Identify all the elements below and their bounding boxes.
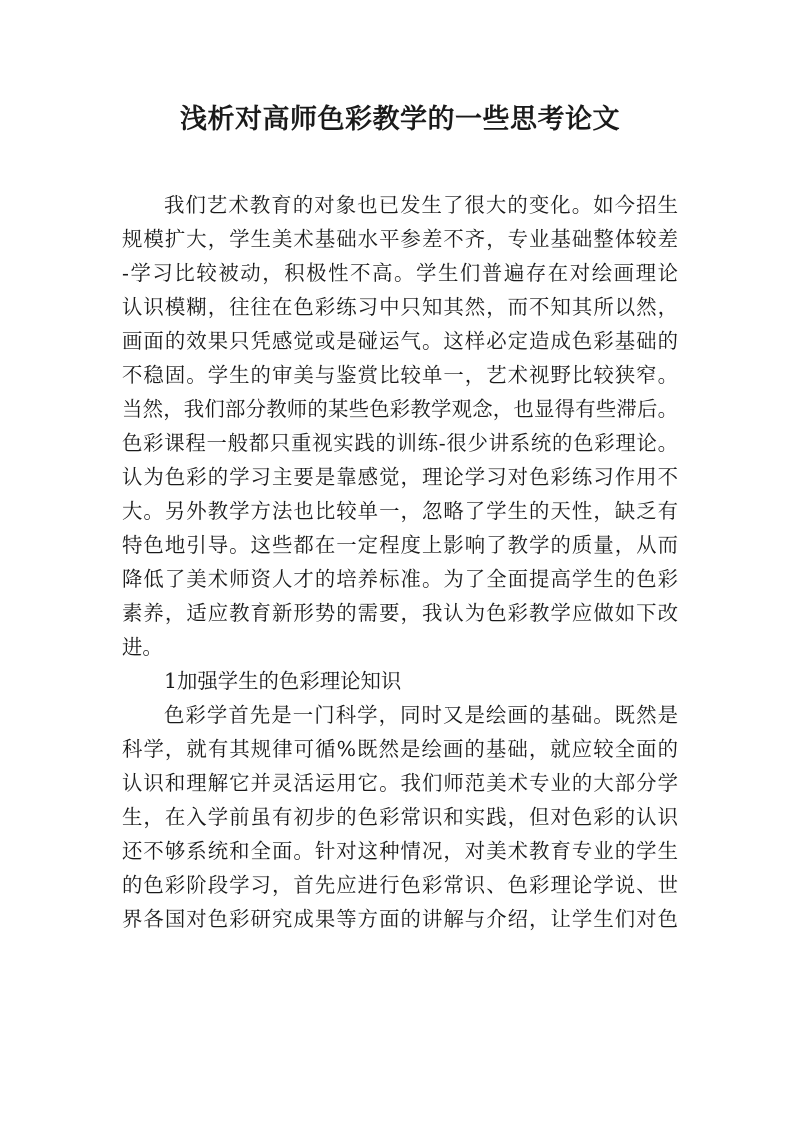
paragraph-2-line-7: 界各国对色彩研究成果等方面的讲解与介绍，让学生们对色 [122, 907, 678, 931]
paragraph-1-line-3: -学习比较被动，积极性不高。学生们普遍存在对绘画理论 [122, 261, 678, 285]
paragraph-1-line-6: 不稳固。学生的审美与鉴赏比较单一，艺术视野比较狭窄。 [122, 363, 678, 387]
paragraph-1-line-5: 画面的效果只凭感觉或是碰运气。这样必定造成色彩基础的 [122, 329, 678, 353]
document-title: 浅析对高师色彩教学的一些思考论文 [180, 104, 620, 135]
section-heading: 1加强学生的色彩理论知识 [164, 669, 402, 693]
paragraph-1-line-1: 我们艺术教育的对象也已发生了很大的变化。如今招生 [164, 193, 678, 217]
paragraph-2-line-3: 认识和理解它并灵活运用它。我们师范美术专业的大部分学 [122, 771, 678, 795]
paragraph-1-line-7: 当然，我们部分教师的某些色彩教学观念，也显得有些滞后。 [122, 397, 678, 421]
paragraph-2-line-5: 还不够系统和全面。针对这种情况，对美术教育专业的学生 [122, 839, 678, 863]
paragraph-2-line-1: 色彩学首先是一门科学，同时又是绘画的基础。既然是 [164, 703, 678, 727]
paragraph-1-line-10: 大。另外教学方法也比较单一，忽略了学生的天性，缺乏有 [122, 499, 678, 523]
paragraph-1-line-8: 色彩课程一般都只重视实践的训练-很少讲系统的色彩理论。 [122, 431, 678, 455]
paragraph-2-line-2: 科学，就有其规律可循%既然是绘画的基础，就应较全面的 [122, 737, 678, 761]
paragraph-2-line-6: 的色彩阶段学习，首先应进行色彩常识、色彩理论学说、世 [122, 873, 678, 897]
paragraph-1-line-11: 特色地引导。这些都在一定程度上影响了教学的质量，从而 [122, 533, 678, 557]
paragraph-1-line-14: 进。 [122, 635, 163, 659]
paragraph-2-line-4: 生，在入学前虽有初步的色彩常识和实践，但对色彩的认识 [122, 805, 678, 829]
paragraph-1-line-2: 规模扩大，学生美术基础水平参差不齐，专业基础整体较差 [122, 227, 678, 251]
paragraph-1-line-9: 认为色彩的学习主要是靠感觉，理论学习对色彩练习作用不 [122, 465, 678, 489]
paragraph-1-line-13: 素养，适应教育新形势的需要，我认为色彩教学应做如下改 [122, 601, 678, 625]
paragraph-1-line-12: 降低了美术师资人才的培养标准。为了全面提高学生的色彩 [122, 567, 678, 591]
paragraph-1-line-4: 认识模糊，往往在色彩练习中只知其然，而不知其所以然， [122, 295, 678, 319]
